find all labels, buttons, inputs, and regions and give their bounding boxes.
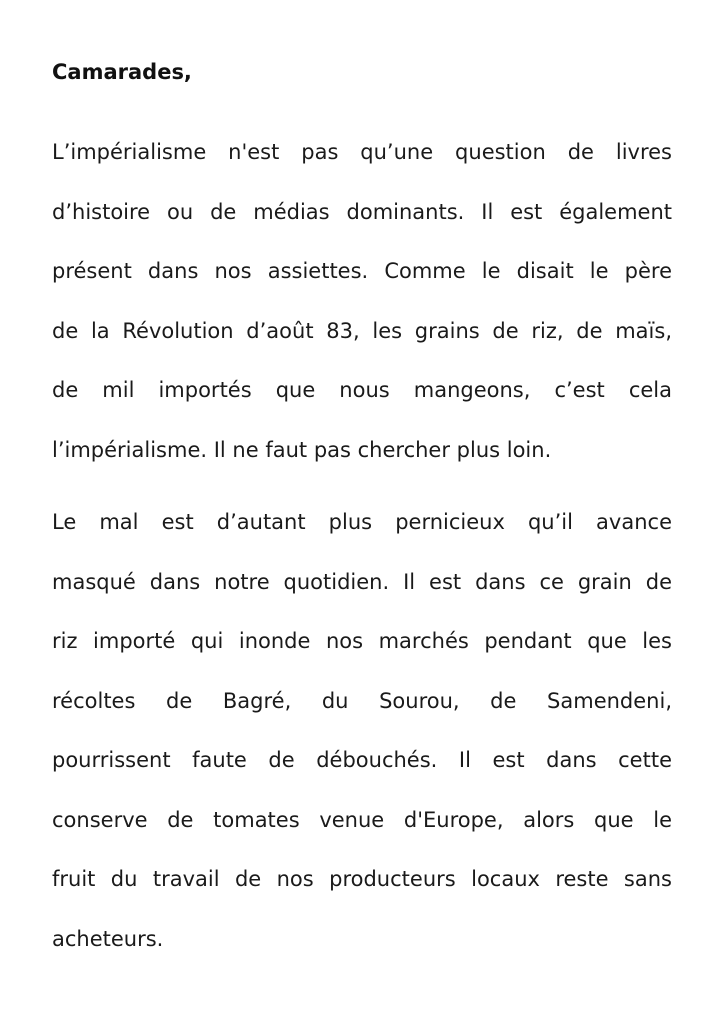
paragraph-2 xyxy=(52,493,672,969)
paragraph-line: L’impérialisme n'est pas qu’une question de livres xyxy=(52,140,672,164)
paragraph-line: de la Révolution d’août 83, les grains de riz, de maïs, xyxy=(52,318,672,343)
paragraph-line: d’histoire ou de médias dominants. Il est également xyxy=(52,199,672,224)
paragraph-line: masqué dans notre quotidien. Il est dans ce grain de xyxy=(52,569,672,594)
paragraph-line: de mil importés que nous mangeons, c’est cela xyxy=(52,378,672,402)
salutation: Camarades, xyxy=(52,60,192,84)
paragraph-line: l’impérialisme. Il ne faut pas chercher plus loin. xyxy=(52,437,552,462)
paragraph-line: riz importé qui inonde nos marchés pendant que les xyxy=(52,629,672,653)
paragraph-line: pourrissent faute de débouchés. Il est dans cette xyxy=(52,748,672,772)
paragraph-1 xyxy=(52,123,672,480)
paragraph-line: récoltes de Bagré, du Sourou, de Samendeni, xyxy=(52,688,672,713)
paragraph-line: fruit du travail de nos producteurs locaux reste sans xyxy=(52,867,672,891)
paragraph-line: Le mal est d’autant plus pernicieux qu’il avance xyxy=(52,510,672,534)
paragraph-line: acheteurs. xyxy=(52,926,164,951)
paragraph-line: présent dans nos assiettes. Comme le disait le père xyxy=(52,259,672,283)
paragraph-line: conserve de tomates venue d'Europe, alors que le xyxy=(52,807,672,832)
